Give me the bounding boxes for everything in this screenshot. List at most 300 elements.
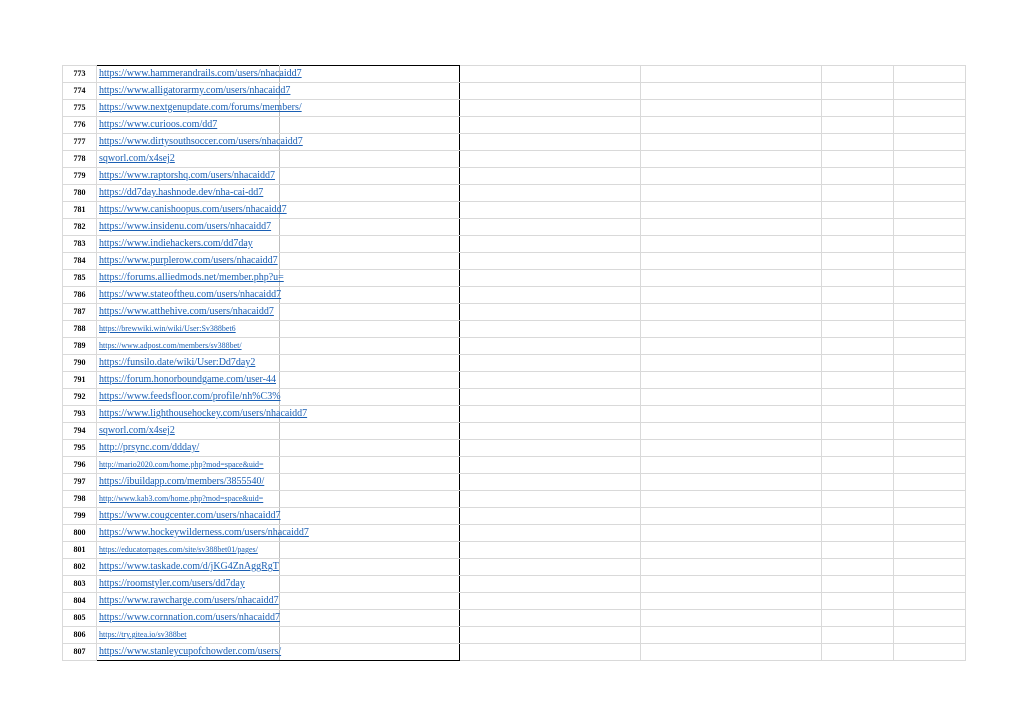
empty-cell[interactable] [894, 219, 966, 236]
url-cell[interactable] [97, 304, 280, 321]
empty-cell[interactable] [894, 644, 966, 661]
row-number: 807 [63, 644, 97, 661]
empty-cell[interactable] [894, 134, 966, 151]
empty-cell[interactable] [641, 491, 822, 508]
empty-cell[interactable] [894, 338, 966, 355]
empty-cell[interactable] [822, 525, 894, 542]
empty-cell[interactable] [822, 253, 894, 270]
empty-cell[interactable] [280, 304, 460, 321]
url-link[interactable]: https://www.hammerandrails.com/users/nhacaidd7 [99, 68, 302, 79]
empty-cell[interactable] [894, 151, 966, 168]
table-row [63, 474, 966, 491]
empty-cell[interactable] [822, 491, 894, 508]
url-cell[interactable] [97, 474, 280, 491]
url-link[interactable]: https://funsilo.date/wiki/User:Dd7day2 [99, 357, 256, 368]
empty-cell[interactable] [460, 185, 641, 202]
url-cell[interactable] [97, 100, 302, 117]
table-row [63, 253, 966, 270]
empty-cell[interactable] [460, 100, 641, 117]
empty-cell[interactable] [641, 134, 822, 151]
empty-cell[interactable] [822, 457, 894, 474]
empty-cell[interactable] [280, 576, 460, 593]
empty-cell[interactable] [460, 236, 641, 253]
empty-cell[interactable] [460, 304, 641, 321]
url-cell[interactable] [97, 338, 280, 355]
empty-cell[interactable] [641, 525, 822, 542]
empty-cell[interactable] [641, 270, 822, 287]
table-row [63, 100, 966, 117]
empty-cell[interactable] [280, 474, 460, 491]
empty-cell[interactable] [822, 389, 894, 406]
empty-cell[interactable] [822, 117, 894, 134]
empty-cell[interactable] [460, 287, 641, 304]
empty-cell[interactable] [460, 559, 641, 576]
empty-cell[interactable] [280, 423, 460, 440]
table-row [63, 610, 966, 627]
row-number: 786 [63, 287, 97, 304]
empty-cell[interactable] [894, 304, 966, 321]
empty-cell[interactable] [894, 423, 966, 440]
empty-cell[interactable] [641, 542, 822, 559]
row-number: 789 [63, 338, 97, 355]
empty-cell[interactable] [460, 542, 641, 559]
empty-cell[interactable] [280, 151, 460, 168]
empty-cell[interactable] [280, 321, 460, 338]
empty-cell[interactable] [280, 287, 460, 304]
row-number: 802 [63, 559, 97, 576]
url-link[interactable]: https://www.raptorshq.com/users/nhacaidd7 [99, 170, 275, 181]
empty-cell[interactable] [641, 610, 822, 627]
url-cell[interactable] [97, 542, 280, 559]
table-row [63, 168, 966, 185]
table-row [63, 304, 966, 321]
table-row [63, 66, 966, 83]
empty-cell[interactable] [822, 304, 894, 321]
empty-cell[interactable] [280, 372, 460, 389]
empty-cell[interactable] [280, 627, 460, 644]
empty-cell[interactable] [460, 151, 641, 168]
empty-cell[interactable] [460, 576, 641, 593]
empty-cell[interactable] [460, 270, 641, 287]
url-link[interactable]: sqworl.com/x4sej2 [99, 425, 175, 436]
url-cell[interactable] [97, 576, 280, 593]
table-row [63, 389, 966, 406]
empty-cell[interactable] [894, 406, 966, 423]
empty-cell[interactable] [822, 355, 894, 372]
empty-cell[interactable] [280, 440, 460, 457]
empty-cell[interactable] [894, 372, 966, 389]
empty-cell[interactable] [641, 627, 822, 644]
table-row [63, 542, 966, 559]
row-number: 795 [63, 440, 97, 457]
empty-cell[interactable] [822, 372, 894, 389]
row-number: 784 [63, 253, 97, 270]
empty-cell[interactable] [280, 270, 460, 287]
url-link[interactable]: https://www.cornnation.com/users/nhacaidd7 [99, 612, 280, 623]
url-link[interactable]: https://www.dirtysouthsoccer.com/users/nhacaidd7 [99, 136, 303, 147]
row-number: 794 [63, 423, 97, 440]
empty-cell[interactable] [894, 457, 966, 474]
row-number: 782 [63, 219, 97, 236]
row-number: 806 [63, 627, 97, 644]
empty-cell[interactable] [460, 338, 641, 355]
url-cell[interactable] [97, 406, 308, 423]
empty-cell[interactable] [460, 644, 641, 661]
empty-cell[interactable] [641, 389, 822, 406]
row-number: 777 [63, 134, 97, 151]
empty-cell[interactable] [280, 66, 460, 83]
empty-cell[interactable] [822, 219, 894, 236]
empty-cell[interactable] [641, 440, 822, 457]
empty-cell[interactable] [641, 559, 822, 576]
empty-cell[interactable] [460, 593, 641, 610]
empty-cell[interactable] [641, 355, 822, 372]
empty-cell[interactable] [641, 321, 822, 338]
url-cell[interactable] [97, 253, 280, 270]
url-cell[interactable] [97, 644, 280, 661]
empty-cell[interactable] [822, 644, 894, 661]
empty-cell[interactable] [822, 627, 894, 644]
empty-cell[interactable] [280, 168, 460, 185]
url-link[interactable]: https://www.feedsfloor.com/profile/nh%C3% [99, 391, 281, 402]
url-cell[interactable] [97, 389, 280, 406]
empty-cell[interactable] [822, 202, 894, 219]
url-cell[interactable] [97, 559, 280, 576]
url-cell[interactable] [97, 321, 280, 338]
table-row [63, 423, 966, 440]
empty-cell[interactable] [280, 593, 460, 610]
table-row [63, 185, 966, 202]
empty-cell[interactable] [822, 83, 894, 100]
empty-cell[interactable] [894, 270, 966, 287]
row-number: 776 [63, 117, 97, 134]
empty-cell[interactable] [460, 219, 641, 236]
empty-cell[interactable] [894, 253, 966, 270]
empty-cell[interactable] [822, 270, 894, 287]
table-row [63, 338, 966, 355]
empty-cell[interactable] [460, 355, 641, 372]
url-cell[interactable] [97, 236, 280, 253]
empty-cell[interactable] [280, 117, 460, 134]
empty-cell[interactable] [280, 236, 460, 253]
url-link[interactable]: https://www.purplerow.com/users/nhacaidd7 [99, 255, 278, 266]
empty-cell[interactable] [460, 406, 641, 423]
url-link[interactable]: https://roomstyler.com/users/dd7day [99, 578, 245, 589]
empty-cell[interactable] [641, 287, 822, 304]
empty-cell[interactable] [641, 202, 822, 219]
empty-cell[interactable] [460, 491, 641, 508]
row-number: 778 [63, 151, 97, 168]
empty-cell[interactable] [822, 440, 894, 457]
empty-cell[interactable] [822, 287, 894, 304]
url-link[interactable]: https://www.cougcenter.com/users/nhacaidd7 [99, 510, 281, 521]
table-row [63, 644, 966, 661]
empty-cell[interactable] [460, 372, 641, 389]
empty-cell[interactable] [894, 542, 966, 559]
row-number: 801 [63, 542, 97, 559]
url-link[interactable]: https://try.gitea.io/sv388bet [99, 630, 187, 639]
url-link[interactable]: https://www.taskade.com/d/jKG4ZnAggRgT [99, 561, 279, 572]
empty-cell[interactable] [822, 236, 894, 253]
url-link[interactable]: https://www.insidenu.com/users/nhacaidd7 [99, 221, 272, 232]
empty-cell[interactable] [460, 134, 641, 151]
row-number: 804 [63, 593, 97, 610]
table-row [63, 627, 966, 644]
url-link[interactable]: https://forums.alliedmods.net/member.php?u= [99, 272, 284, 283]
table-row [63, 440, 966, 457]
row-number: 792 [63, 389, 97, 406]
url-cell[interactable] [97, 610, 280, 627]
url-cell[interactable] [97, 508, 280, 525]
row-number: 799 [63, 508, 97, 525]
empty-cell[interactable] [822, 100, 894, 117]
url-link[interactable]: https://www.stateoftheu.com/users/nhacaidd7 [99, 289, 282, 300]
empty-cell[interactable] [641, 100, 822, 117]
url-cell[interactable] [97, 66, 302, 83]
empty-cell[interactable] [460, 627, 641, 644]
empty-cell[interactable] [641, 168, 822, 185]
empty-cell[interactable] [641, 219, 822, 236]
url-cell[interactable] [97, 440, 280, 457]
empty-cell[interactable] [460, 440, 641, 457]
empty-cell[interactable] [280, 355, 460, 372]
url-link[interactable]: https://ibuildapp.com/members/3855540/ [99, 476, 265, 487]
empty-cell[interactable] [641, 83, 822, 100]
empty-cell[interactable] [822, 508, 894, 525]
url-cell[interactable] [97, 525, 309, 542]
url-cell[interactable] [97, 457, 280, 474]
empty-cell[interactable] [822, 474, 894, 491]
table-row [63, 151, 966, 168]
empty-cell[interactable] [280, 185, 460, 202]
url-link[interactable]: http://mario2020.com/home.php?mod=space&uid= [99, 460, 264, 469]
url-cell[interactable] [97, 627, 280, 644]
url-link[interactable]: https://www.rawcharge.com/users/nhacaidd7 [99, 595, 279, 606]
empty-cell[interactable] [894, 576, 966, 593]
url-link[interactable]: http://www.kab3.com/home.php?mod=space&uid= [99, 494, 264, 503]
url-link[interactable]: https://dd7day.hashnode.dev/nha-cai-dd7 [99, 187, 264, 198]
row-number: 798 [63, 491, 97, 508]
empty-cell[interactable] [280, 253, 460, 270]
empty-cell[interactable] [460, 321, 641, 338]
row-number: 800 [63, 525, 97, 542]
url-link[interactable]: https://www.hockeywilderness.com/users/nhacaidd7 [99, 527, 309, 538]
url-link[interactable]: https://educatorpages.com/site/sv388bet01/pages/ [99, 545, 258, 554]
url-link[interactable]: https://www.adpost.com/members/sv388bet/ [99, 341, 242, 350]
empty-cell[interactable] [894, 593, 966, 610]
empty-cell[interactable] [894, 355, 966, 372]
row-number: 773 [63, 66, 97, 83]
empty-cell[interactable] [280, 542, 460, 559]
empty-cell[interactable] [641, 423, 822, 440]
empty-cell[interactable] [280, 610, 460, 627]
url-link[interactable]: https://www.stanleycupofchowder.com/users/ [99, 646, 282, 657]
url-cell[interactable] [97, 168, 280, 185]
url-link[interactable]: https://www.atthehive.com/users/nhacaidd7 [99, 306, 274, 317]
empty-cell[interactable] [641, 151, 822, 168]
empty-cell[interactable] [822, 610, 894, 627]
url-cell[interactable] [97, 355, 280, 372]
empty-cell[interactable] [822, 134, 894, 151]
empty-cell[interactable] [280, 491, 460, 508]
empty-cell[interactable] [894, 321, 966, 338]
empty-cell[interactable] [280, 508, 460, 525]
url-cell[interactable] [97, 151, 280, 168]
empty-cell[interactable] [822, 542, 894, 559]
empty-cell[interactable] [894, 236, 966, 253]
empty-cell[interactable] [822, 576, 894, 593]
empty-cell[interactable] [641, 457, 822, 474]
empty-cell[interactable] [460, 83, 641, 100]
row-number: 781 [63, 202, 97, 219]
empty-cell[interactable] [641, 117, 822, 134]
url-cell[interactable] [97, 423, 280, 440]
url-link[interactable]: https://www.lighthousehockey.com/users/nhacaidd7 [99, 408, 308, 419]
empty-cell[interactable] [641, 593, 822, 610]
url-link[interactable]: https://www.indiehackers.com/dd7day [99, 238, 253, 249]
empty-cell[interactable] [822, 168, 894, 185]
row-number: 787 [63, 304, 97, 321]
spreadsheet-table [62, 65, 966, 661]
empty-cell[interactable] [894, 610, 966, 627]
empty-cell[interactable] [460, 117, 641, 134]
row-number: 780 [63, 185, 97, 202]
empty-cell[interactable] [894, 491, 966, 508]
url-cell[interactable] [97, 83, 291, 100]
empty-cell[interactable] [641, 338, 822, 355]
url-link[interactable]: https://brewwiki.win/wiki/User:Sv388bet6 [99, 324, 236, 333]
url-cell[interactable] [97, 219, 280, 236]
empty-cell[interactable] [894, 440, 966, 457]
empty-cell[interactable] [460, 610, 641, 627]
url-cell[interactable] [97, 372, 280, 389]
url-link[interactable]: https://forum.honorboundgame.com/user-44 [99, 374, 276, 385]
empty-cell[interactable] [280, 100, 460, 117]
empty-cell[interactable] [460, 423, 641, 440]
empty-cell[interactable] [894, 83, 966, 100]
empty-cell[interactable] [894, 100, 966, 117]
url-link[interactable]: https://www.nextgenupdate.com/forums/members/ [99, 102, 302, 113]
empty-cell[interactable] [641, 253, 822, 270]
table-row [63, 287, 966, 304]
empty-cell[interactable] [460, 66, 641, 83]
empty-cell[interactable] [822, 406, 894, 423]
empty-cell[interactable] [460, 474, 641, 491]
empty-cell[interactable] [894, 508, 966, 525]
row-number: 790 [63, 355, 97, 372]
url-cell[interactable] [97, 287, 280, 304]
url-cell[interactable] [97, 270, 284, 287]
empty-cell[interactable] [280, 202, 460, 219]
empty-cell[interactable] [460, 457, 641, 474]
empty-cell[interactable] [641, 372, 822, 389]
empty-cell[interactable] [641, 474, 822, 491]
empty-cell[interactable] [822, 185, 894, 202]
url-link[interactable]: https://www.curioos.com/dd7 [99, 119, 218, 130]
url-cell[interactable] [97, 593, 280, 610]
empty-cell[interactable] [822, 321, 894, 338]
empty-cell[interactable] [894, 559, 966, 576]
empty-cell[interactable] [280, 134, 460, 151]
url-link[interactable]: sqworl.com/x4sej2 [99, 153, 175, 164]
empty-cell[interactable] [641, 304, 822, 321]
empty-cell[interactable] [822, 151, 894, 168]
empty-cell[interactable] [822, 66, 894, 83]
url-cell[interactable] [97, 185, 280, 202]
row-number: 796 [63, 457, 97, 474]
empty-cell[interactable] [894, 627, 966, 644]
empty-cell[interactable] [894, 117, 966, 134]
empty-cell[interactable] [641, 406, 822, 423]
url-cell[interactable] [97, 134, 303, 151]
row-number: 797 [63, 474, 97, 491]
empty-cell[interactable] [280, 559, 460, 576]
empty-cell[interactable] [894, 389, 966, 406]
empty-cell[interactable] [894, 287, 966, 304]
row-number: 788 [63, 321, 97, 338]
empty-cell[interactable] [460, 202, 641, 219]
empty-cell[interactable] [641, 644, 822, 661]
row-number: 779 [63, 168, 97, 185]
empty-cell[interactable] [894, 525, 966, 542]
url-link[interactable]: http://prsync.com/ddday/ [99, 442, 200, 453]
row-number: 805 [63, 610, 97, 627]
empty-cell[interactable] [460, 389, 641, 406]
url-cell[interactable] [97, 202, 287, 219]
empty-cell[interactable] [822, 559, 894, 576]
table-row [63, 236, 966, 253]
empty-cell[interactable] [460, 525, 641, 542]
row-number: 803 [63, 576, 97, 593]
empty-cell[interactable] [641, 66, 822, 83]
table-row [63, 457, 966, 474]
empty-cell[interactable] [822, 423, 894, 440]
empty-cell[interactable] [641, 185, 822, 202]
empty-cell[interactable] [280, 644, 460, 661]
empty-cell[interactable] [894, 202, 966, 219]
empty-cell[interactable] [894, 474, 966, 491]
empty-cell[interactable] [460, 253, 641, 270]
row-number: 793 [63, 406, 97, 423]
empty-cell[interactable] [641, 236, 822, 253]
empty-cell[interactable] [641, 576, 822, 593]
empty-cell[interactable] [280, 457, 460, 474]
empty-cell[interactable] [894, 185, 966, 202]
url-cell[interactable] [97, 491, 280, 508]
url-cell[interactable] [97, 117, 280, 134]
table-row [63, 117, 966, 134]
row-number: 783 [63, 236, 97, 253]
empty-cell[interactable] [641, 508, 822, 525]
empty-cell[interactable] [822, 338, 894, 355]
table-row [63, 321, 966, 338]
empty-cell[interactable] [280, 338, 460, 355]
empty-cell[interactable] [280, 389, 460, 406]
table-row [63, 576, 966, 593]
empty-cell[interactable] [894, 168, 966, 185]
empty-cell[interactable] [280, 83, 460, 100]
empty-cell[interactable] [822, 593, 894, 610]
empty-cell[interactable] [280, 219, 460, 236]
url-link[interactable]: https://www.canishoopus.com/users/nhacaidd7 [99, 204, 287, 215]
empty-cell[interactable] [460, 508, 641, 525]
table-row [63, 83, 966, 100]
table-row [63, 134, 966, 151]
empty-cell[interactable] [460, 168, 641, 185]
empty-cell[interactable] [894, 66, 966, 83]
table-row [63, 559, 966, 576]
url-link[interactable]: https://www.alligatorarmy.com/users/nhacaidd7 [99, 85, 291, 96]
